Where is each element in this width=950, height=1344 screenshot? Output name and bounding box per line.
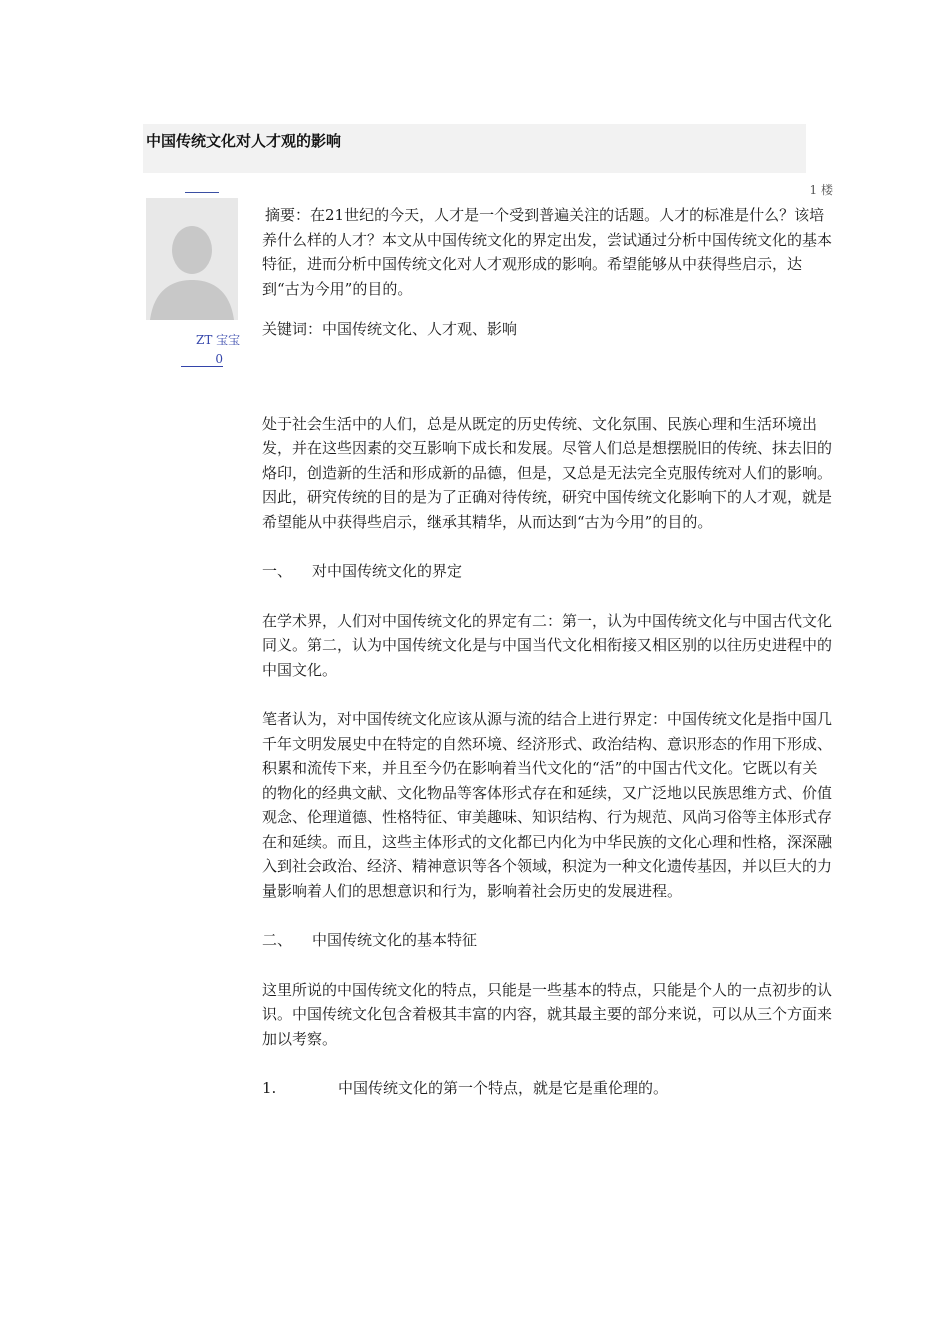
subsection-title: 中国传统文化的第一个特点，就是它是重伦理的。 [338,1079,669,1097]
section-number: 一、 [262,562,293,580]
body-paragraph: 在学术界，人们对中国传统文化的界定有二：第一，认为中国传统文化与中国古代文化同义。第二，认为中国传统文化是与中国当代文化相衔接又相区别的以往历史进程中的中国文化。 [262,611,833,679]
section-number: 二、 [262,931,293,949]
user-name-link[interactable]: ZT 宝宝 [196,333,241,347]
post-content [262,203,832,1101]
section-title: 中国传统文化的基本特征 [312,931,478,949]
divider-line [185,192,219,193]
user-score-link[interactable]: 0 [181,352,223,367]
post-title-bar [143,124,806,173]
body-paragraph: 处于社会生活中的人们，总是从既定的历史传统、文化氛围、民族心理和生活环境出发，并在这些因素的交互影响下成长和发展。尽管人们总是想摆脱旧的传统、抹去旧的烙印，创造新的生活和形成新的品德，但是，又总是无法完全克服传统对人们的影响。因此，研究传统的目的是为了正确对待传统，研究中国传统文化影响下的人才观，就是希望能从中获得些启示，继承其精华，从而达到“古为今用”的目的。 [262,414,833,531]
keywords-line: 关键词：中国传统文化、人才观、影响 [262,320,518,338]
user-avatar[interactable] [146,198,238,320]
section-heading [262,928,832,953]
floor-number: 1 楼 [809,183,833,197]
default-avatar-icon [146,198,238,320]
subsection-heading [262,1076,832,1101]
section-heading [262,559,832,584]
post-title: 中国传统文化对人才观的影响 [146,132,342,150]
subsection-number: 1. [262,1079,277,1097]
body-paragraph: 这里所说的中国传统文化的特点，只能是一些基本的特点，只能是个人的一点初步的认识。中国传统文化包含着极其丰富的内容，就其最主要的部分来说，可以从三个方面来加以考察。 [262,980,833,1048]
section-title: 对中国传统文化的界定 [312,562,463,580]
abstract-paragraph: 摘要：在21世纪的今天，人才是一个受到普遍关注的话题。人才的标准是什么？该培养什么样的人才？本文从中国传统文化的界定出发，尝试通过分析中国传统文化的基本特征，进而分析中国传统文化对人才观形成的影响。希望能够从中获得些启示，达到“古为今用”的目的。 [262,206,833,298]
body-paragraph: 笔者认为，对中国传统文化应该从源与流的结合上进行界定：中国传统文化是指中国几千年文明发展史中在特定的自然环境、经济形式、政治结构、意识形态的作用下形成、积累和流传下来，并且至今仍在影响着当代文化的“活”的中国古代文化。它既以有关的物化的经典文献、文化物品等客体形式存在和延续，又广泛地以民族思维方式、价值观念、伦理道德、性格特征、审美趣味、知识结构、行为规范、风尚习俗等主体形式存在和延续。而且，这些主体形式的文化都已内化为中华民族的文化心理和性格，深深融入到社会政治、经济、精神意识等各个领域，积淀为一种文化遗传基因，并以巨大的力量影响着人们的思想意识和行为，影响着社会历史的发展进程。 [262,710,833,900]
